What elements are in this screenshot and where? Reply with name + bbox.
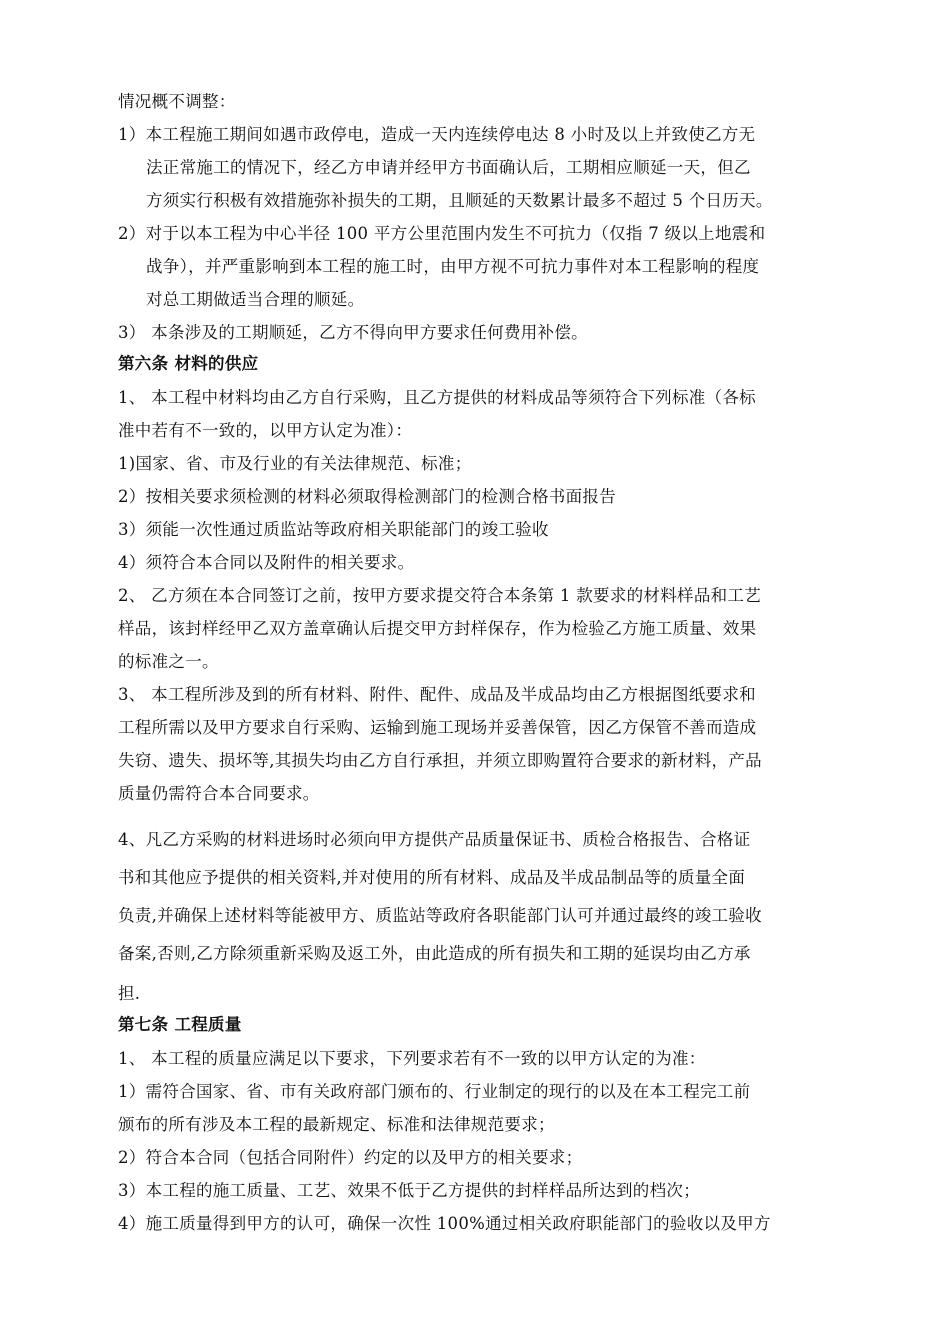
text-line: 1）需符合国家、省、市有关政府部门颁布的、行业制定的现行的以及在本工程完工前 [118,1082,751,1101]
text-line: 担. [118,984,141,1003]
text-line: 3） 本条涉及的工期顺延，乙方不得向甲方要求任何费用补偿。 [118,323,588,342]
text-line: 情况概不调整： [118,92,236,111]
text-line: 战争），并严重影响到本工程的施工时，由甲方视不可抗力事件对本工程影响的程度 [146,257,760,276]
text-line: 4、凡乙方采购的材料进场时必须向甲方提供产品质量保证书、质检合格报告、合格证 [118,830,751,849]
text-line: 2、 乙方须在本合同签订之前，按甲方要求提交符合本条第 1 款要求的材料样品和工艺 [118,586,762,605]
section-heading: 第七条 工程质量 [118,1015,242,1034]
text-line: 方须实行积极有效措施弥补损失的工期，且顺延的天数累计最多不超过 5 个日历天。 [146,191,773,210]
text-line: 备案,否则,乙方除须重新采购及返工外，由此造成的所有损失和工期的延误均由乙方承 [118,944,751,963]
text-line: 书和其他应予提供的相关资料,并对使用的所有材料、成品及半成品制品等的质量全面 [118,868,746,887]
text-line: 4）须符合本合同以及附件的相关要求。 [118,553,415,572]
text-line: 对总工期做适当合理的顺延。 [146,290,365,309]
text-line: 3）须能一次性通过质监站等政府相关职能部门的竣工验收 [118,520,549,539]
text-line: 法正常施工的情况下，经乙方申请并经甲方书面确认后，工期相应顺延一天，但乙 [146,158,751,177]
text-line: 工程所需以及甲方要求自行采购、运输到施工现场并妥善保管，因乙方保管不善而造成 [118,718,757,737]
text-line: 样品，该封样经甲乙双方盖章确认后提交甲方封样保存，作为检验乙方施工质量、效果 [118,619,757,638]
text-line: 1)国家、省、市及行业的有关法律规范、标准； [118,454,472,473]
section-heading: 第六条 材料的供应 [118,354,259,373]
text-line: 的标准之一。 [118,652,219,671]
text-line: 2）对于以本工程为中心半径 100 平方公里范围内发生不可抗力（仅指 7 级以上地震和 [118,224,766,243]
text-line: 3、 本工程所涉及到的所有材料、附件、配件、成品及半成品均由乙方根据图纸要求和 [118,685,756,704]
text-line: 负责,并确保上述材料等能被甲方、质监站等政府各职能部门认可并通过最终的竣工验收 [118,906,762,925]
text-line: 失窃、遗失、损坏等,其损失均由乙方自行承担，并须立即购置符合要求的新材料，产品 [118,751,762,770]
text-line: 质量仍需符合本合同要求。 [118,784,320,803]
text-line: 1）本工程施工期间如遇市政停电，造成一天内连续停电达 8 小时及以上并致使乙方无 [118,125,756,144]
text-line: 2）符合本合同（包括合同附件）约定的以及甲方的相关要求； [118,1148,583,1167]
text-line: 准中若有不一致的，以甲方认定为准）： [118,421,413,440]
text-line: 颁布的所有涉及本工程的最新规定、标准和法律规范要求； [118,1115,555,1134]
text-line: 4）施工质量得到甲方的认可，确保一次性 100%通过相关政府职能部门的验收以及甲方 [118,1214,771,1233]
text-line: 1、 本工程中材料均由乙方自行采购，且乙方提供的材料成品等须符合下列标准（各标 [118,388,756,407]
text-line: 2）按相关要求须检测的材料必须取得检测部门的检测合格书面报告 [118,487,616,506]
text-line: 3）本工程的施工质量、工艺、效果不低于乙方提供的封样样品所达到的档次； [118,1181,700,1200]
text-line: 1、 本工程的质量应满足以下要求，下列要求若有不一致的以甲方认定的为准： [118,1049,706,1068]
